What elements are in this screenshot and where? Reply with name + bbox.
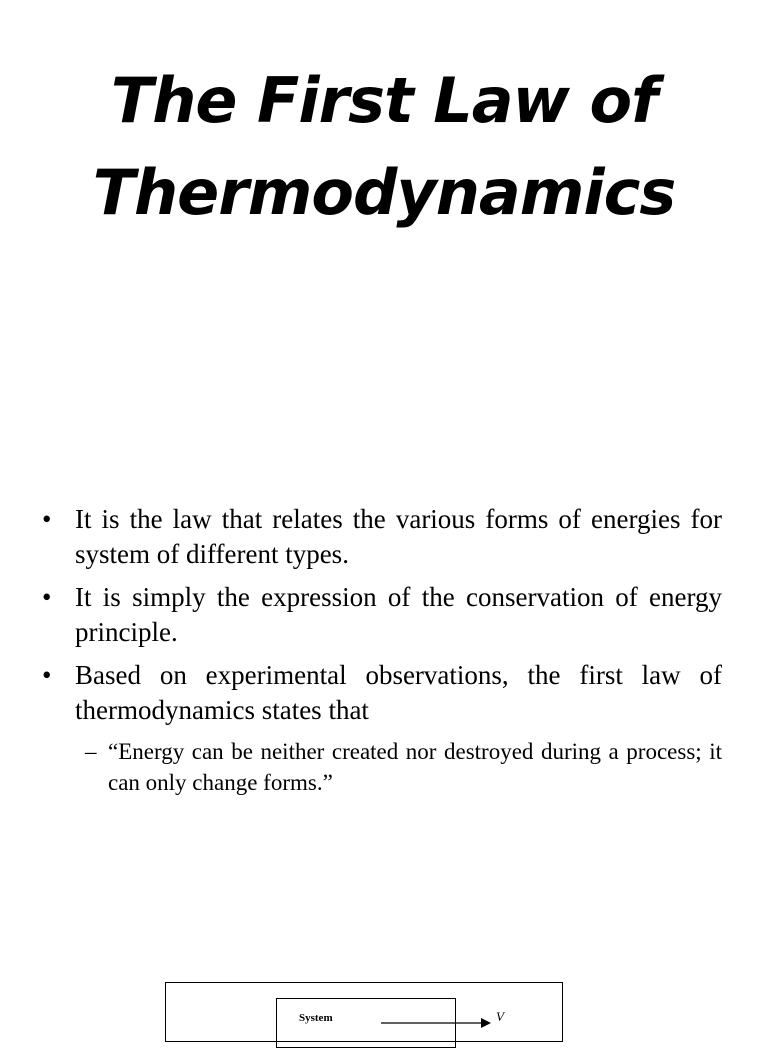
sub-bullet-item bbox=[75, 736, 722, 798]
title-line-2: Thermodynamics bbox=[92, 156, 676, 229]
system-label: System bbox=[299, 1012, 333, 1024]
bullet-item bbox=[40, 502, 722, 572]
bullet-marker: • bbox=[42, 504, 52, 534]
sub-bullet-text: “Energy can be neither created nor destroyed during a process; it can only change forms.” bbox=[108, 739, 722, 795]
sub-bullet-marker: – bbox=[85, 739, 97, 764]
bullet-item bbox=[40, 658, 722, 798]
bullet-item bbox=[40, 580, 722, 650]
velocity-label: V⃗ bbox=[496, 1009, 515, 1024]
title-line-1: The First Law of bbox=[110, 64, 658, 137]
bullet-marker: • bbox=[42, 660, 52, 690]
system-diagram bbox=[165, 982, 563, 1042]
velocity-arrow-icon bbox=[381, 1017, 491, 1029]
bullet-text: Based on experimental observations, the first law of thermodynamics states that bbox=[75, 660, 722, 725]
bullet-text: It is the law that relates the various forms of energies for system of different types. bbox=[75, 504, 722, 569]
bullet-list bbox=[40, 502, 722, 806]
sub-bullet-list bbox=[75, 736, 722, 798]
bullet-marker: • bbox=[42, 582, 52, 612]
bullet-text: It is simply the expression of the conservation of energy principle. bbox=[75, 582, 722, 647]
slide-title bbox=[0, 55, 768, 239]
